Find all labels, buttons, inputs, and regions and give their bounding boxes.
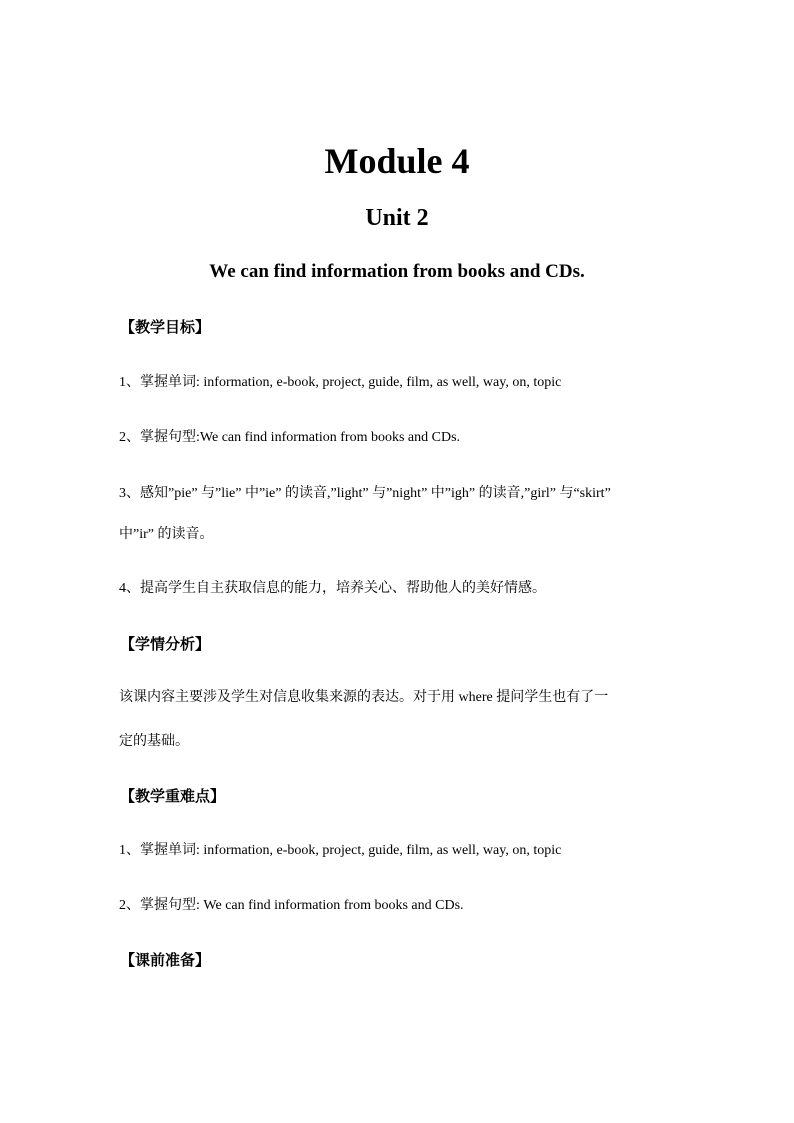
objectives-heading: 【教学目标】 (120, 318, 211, 336)
preparation-heading: 【课前准备】 (120, 951, 211, 969)
key-point-item: 2、掌握句型: We can find information from books and CDs. (119, 898, 464, 913)
analysis-line: 该课内容主要涉及学生对信息收集来源的表达。对于用 where 提问学生也有了一 (119, 690, 609, 705)
key-point-item: 1、掌握单词: information, e-book, project, guide, film, as well, way, on, topic (119, 843, 562, 858)
unit-title: Unit 2 (365, 205, 429, 231)
objective-item: 3、感知”pie” 与”lie” 中”ie” 的读音,”light” 与”night” 中”igh” 的读音,”girl” 与“skirt” (119, 486, 611, 501)
module-title: Module 4 (324, 141, 470, 181)
objective-item-continued: 中”ir” 的读音。 (119, 527, 214, 542)
analysis-line: 定的基础。 (119, 734, 189, 749)
objective-item: 2、掌握句型:We can find information from books and CDs. (119, 430, 461, 445)
objective-item: 4、提高学生自主获取信息的能力，培养关心、帮助他人的美好情感。 (119, 581, 546, 596)
lesson-title: We can find information from books and CDs. (209, 261, 585, 282)
objective-item: 1、掌握单词: information, e-book, project, guide, film, as well, way, on, topic (119, 375, 562, 390)
key-points-heading: 【教学重难点】 (120, 787, 226, 805)
analysis-heading: 【学情分析】 (120, 635, 211, 653)
